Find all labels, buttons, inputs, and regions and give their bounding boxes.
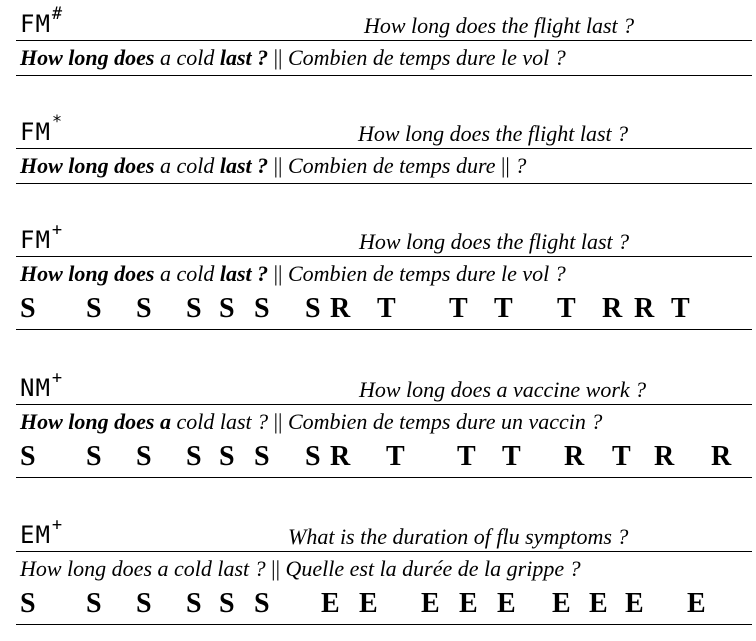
tag: S [254, 588, 270, 619]
example-header [16, 218, 752, 257]
tag: T [449, 293, 468, 324]
method-name: EM+ [20, 515, 64, 549]
generated-text: Combien de temps dure || ? [287, 153, 527, 178]
tag: R [634, 293, 655, 324]
tag-row [16, 439, 752, 478]
tag: T [457, 441, 476, 472]
example-em-plus [16, 513, 752, 625]
tag: S [254, 293, 270, 324]
tag: S [219, 588, 235, 619]
tag: R [602, 293, 623, 324]
tag: S [186, 441, 202, 472]
example-fm-hash [16, 2, 752, 76]
tag: T [557, 293, 576, 324]
method-name: FM# [20, 4, 64, 38]
tag: T [671, 293, 690, 324]
separator: || [273, 153, 283, 178]
tag: S [305, 441, 321, 472]
tag: S [305, 293, 321, 324]
source-and-generation: How long does a cold last ? || Combien de temps dure le vol ? [20, 261, 566, 286]
example-header [16, 513, 752, 552]
tag: S [136, 441, 152, 472]
tag: S [20, 588, 36, 619]
tag: S [20, 441, 36, 472]
method-name: FM* [20, 112, 64, 146]
separator: || [273, 261, 283, 286]
tag: R [654, 441, 675, 472]
generated-text: Combien de temps dure le vol ? [287, 261, 566, 286]
tag: S [186, 588, 202, 619]
generated-text: Combien de temps dure le vol ? [287, 45, 566, 70]
tag: T [612, 441, 631, 472]
tag: S [136, 588, 152, 619]
generated-text: Combien de temps dure un vaccin ? [287, 409, 603, 434]
example-header [16, 110, 752, 149]
target-question: How long does the flight last ? [364, 13, 635, 38]
example-fm-plus [16, 218, 752, 330]
tag: T [377, 293, 396, 324]
tag: S [254, 441, 270, 472]
source-and-generation: How long does a cold last ? || Combien de temps dure un vaccin ? [20, 409, 603, 434]
target-question: How long does the flight last ? [359, 229, 630, 254]
source-and-generation: How long does a cold last ? || Combien de temps dure || ? [16, 149, 752, 184]
tag: S [186, 293, 202, 324]
example-nm-plus [16, 366, 752, 478]
tag-row [16, 291, 752, 330]
tag: R [711, 441, 732, 472]
tag: E [497, 588, 516, 619]
method-name: FM+ [20, 220, 64, 254]
tag: S [20, 293, 36, 324]
tag: S [86, 588, 102, 619]
source-and-generation: How long does a cold last ? || Combien de temps dure le vol ? [16, 41, 752, 76]
example-fm-star [16, 110, 752, 184]
target-question: How long does a vaccine work ? [359, 377, 647, 402]
tag-row [16, 586, 752, 625]
separator: || [273, 45, 283, 70]
tag: E [589, 588, 608, 619]
example-header [16, 366, 752, 405]
source-and-generation: How long does a cold last ? || Quelle est la durée de la grippe ? [20, 556, 581, 581]
tag: E [625, 588, 644, 619]
tag: T [386, 441, 405, 472]
tag: E [421, 588, 440, 619]
target-question: What is the duration of flu symptoms ? [288, 524, 629, 549]
tag: E [459, 588, 478, 619]
tag: S [219, 293, 235, 324]
tag: R [330, 441, 351, 472]
method-name: NM+ [20, 368, 64, 402]
tag: E [321, 588, 340, 619]
separator: || [273, 409, 283, 434]
tag: E [359, 588, 378, 619]
target-question: How long does the flight last ? [358, 121, 629, 146]
tag: S [136, 293, 152, 324]
tag: E [552, 588, 571, 619]
tag: T [494, 293, 513, 324]
tag: R [564, 441, 585, 472]
example-header [16, 2, 752, 41]
tag: R [330, 293, 351, 324]
tag: T [502, 441, 521, 472]
generated-text: Quelle est la durée de la grippe ? [285, 556, 581, 581]
tag: S [86, 441, 102, 472]
tag: S [219, 441, 235, 472]
tag: E [687, 588, 706, 619]
separator: || [271, 556, 280, 581]
tag: S [86, 293, 102, 324]
